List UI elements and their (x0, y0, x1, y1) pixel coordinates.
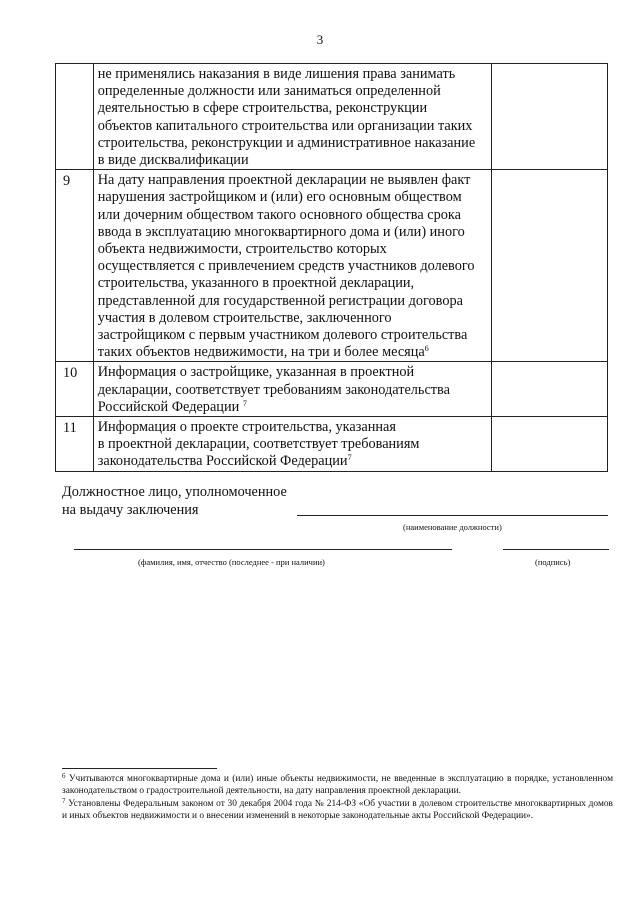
name-caption: (фамилия, имя, отчество (последнее - при наличии) (138, 557, 325, 567)
table-row (56, 417, 608, 472)
footnote-ref: 6 (424, 344, 429, 354)
page-number: 3 (316, 32, 324, 47)
row-text: На дату направления проектной декларации не выявлен факт нарушения застройщиком и (или) его основным обществом или дочерним обществом такого основного общества срока ввода в эксплуатацию многоквартирного дома и (или) иного объекта недвижимости, строительство которых осуществляется с привлечением средств участников долевого строительства, указанного в проектной декларации, представленной для государственной регистрации договора участия в долевом строительстве, заключенного застройщиком с первым участником долевого строительства таких объектов недвижимости, на три и более месяца$^6$ (93, 170, 491, 362)
table-row (56, 170, 608, 362)
row-answer-cell (491, 362, 607, 417)
table-row (56, 64, 608, 170)
requirements-table (55, 63, 608, 472)
row-number: 10 (56, 362, 94, 417)
footnotes (62, 773, 613, 822)
table-row (56, 362, 608, 417)
row-text: Информация о проекте строительства, указанная в проектной декларации, соответствует требованиям законодательства Российской Федерации$^7$ (93, 417, 491, 472)
official-label: Должностное лицо, уполномоченное на выдачу заключения (62, 484, 287, 518)
row-number: 9 (56, 170, 94, 362)
signature-line (503, 549, 609, 550)
signature-caption: (подпись) (535, 557, 571, 567)
footnote: $^7$ Установлены Федеральным законом от 30 декабря 2004 года № 214-ФЗ «Об участии в долевом строительстве многоквартирных домов и иных объектов недвижимости и о внесении изменений в некоторые законодательные акты Российской Федерации». (62, 796, 613, 821)
name-line (74, 549, 452, 550)
position-caption: (наименование должности) (403, 522, 502, 532)
footnote-ref: 7 (347, 453, 352, 463)
row-answer-cell (491, 417, 607, 472)
footnote-separator (62, 768, 217, 769)
row-answer-cell (491, 64, 607, 170)
row-number: 11 (56, 417, 94, 472)
footnote-ref: 7 (242, 398, 247, 408)
row-number (56, 64, 94, 170)
position-line (297, 515, 608, 516)
row-text: Информация о застройщике, указанная в проектной декларации, соответствует требованиям законодательства Российской Федерации $^7$ (93, 362, 491, 417)
row-text: не применялись наказания в виде лишения права занимать определенные должности или заниматься определенной деятельностью в сфере строительства, реконструкции объектов капитального строительства или организации таких строительства, реконструкции и административное наказание в виде дисквалификации (93, 64, 491, 170)
row-answer-cell (491, 170, 607, 362)
footnote: $^6$ Учитываются многоквартирные дома и (или) иные объекты недвижимости, не введенные в эксплуатацию в порядке, установленном законодательством о градостроительной деятельности, на дату направления проектной декларации. (62, 772, 613, 797)
